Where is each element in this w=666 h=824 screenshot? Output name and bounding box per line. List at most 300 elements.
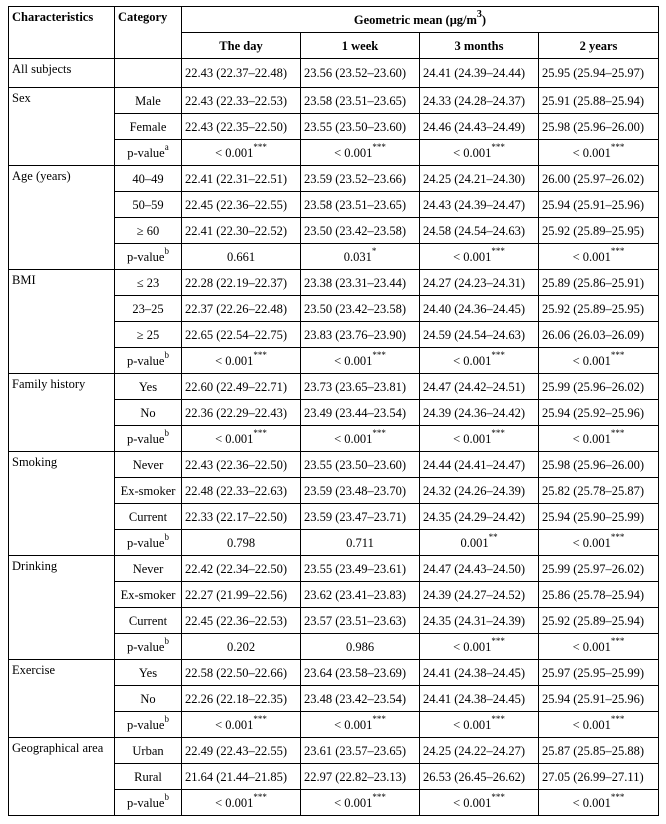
value-cell <box>420 738 539 764</box>
significance-mark: *** <box>610 246 625 257</box>
category-label: Yes <box>138 379 158 394</box>
value-text: 22.37 (22.26–22.48) <box>185 301 288 316</box>
value-text: 22.33 (22.17–22.50) <box>185 509 288 524</box>
category-cell <box>115 504 182 530</box>
p-value-cell <box>420 530 539 556</box>
p-value-text: < 0.001 <box>453 717 492 732</box>
value-cell <box>539 296 659 322</box>
p-value-text: 0.031 <box>343 249 372 264</box>
category-label: p-value <box>127 145 165 160</box>
value-cell <box>420 478 539 504</box>
geometric-mean-table <box>8 6 659 816</box>
category-label: 50–59 <box>132 197 164 212</box>
value-cell <box>182 660 301 686</box>
value-cell <box>301 59 420 88</box>
value-cell <box>301 452 420 478</box>
category-label: Rural <box>134 769 162 784</box>
significance-mark: *** <box>610 532 625 543</box>
value-cell <box>182 452 301 478</box>
category-label: ≥ 25 <box>136 327 160 342</box>
value-text: 22.43 (22.35–22.50) <box>185 119 288 134</box>
value-cell <box>539 374 659 400</box>
p-value-cell <box>182 348 301 374</box>
table-row <box>9 166 659 192</box>
value-text: 25.89 (25.86–25.91) <box>542 275 645 290</box>
value-cell <box>182 764 301 790</box>
value-cell <box>182 504 301 530</box>
value-cell <box>420 556 539 582</box>
value-cell <box>420 374 539 400</box>
p-value-cell <box>301 244 420 270</box>
value-text: 25.94 (25.91–25.96) <box>542 197 645 212</box>
significance-mark: *** <box>253 350 267 361</box>
significance-mark: *** <box>491 636 505 647</box>
p-value-cell <box>182 634 301 660</box>
header-category: Category <box>115 7 182 59</box>
value-text: 25.95 (25.94–25.97) <box>542 66 645 80</box>
value-text: 25.98 (25.96–26.00) <box>542 119 645 134</box>
header-gm-prefix: Geometric mean (μg/m <box>353 12 477 27</box>
value-text: 24.39 (24.27–24.52) <box>423 587 526 602</box>
category-label: No <box>140 691 156 706</box>
p-value-cell <box>539 244 659 270</box>
value-cell <box>539 166 659 192</box>
p-value-text: < 0.001 <box>215 353 254 368</box>
category-cell <box>115 738 182 764</box>
value-cell <box>539 322 659 348</box>
p-value-cell <box>420 634 539 660</box>
value-cell <box>301 270 420 296</box>
p-value-text: < 0.001 <box>334 431 373 446</box>
header-period: The day <box>182 33 301 59</box>
value-text: 24.41 (24.38–24.45) <box>423 665 526 680</box>
value-text: 24.32 (24.26–24.39) <box>423 483 526 498</box>
p-value-cell <box>301 348 420 374</box>
value-text: 25.82 (25.78–25.87) <box>542 483 645 498</box>
characteristic-cell: All subjects <box>9 59 115 88</box>
value-text: 25.92 (25.89–25.94) <box>542 613 645 628</box>
category-label: Male <box>135 93 161 108</box>
category-cell <box>115 140 182 166</box>
value-text: 23.61 (23.57–23.65) <box>304 743 407 758</box>
p-value-text: < 0.001 <box>572 249 611 264</box>
p-value-cell <box>539 712 659 738</box>
p-value-cell <box>301 530 420 556</box>
p-value-text: < 0.001 <box>572 353 611 368</box>
value-text: 26.06 (26.03–26.09) <box>542 327 645 342</box>
p-value-cell <box>182 426 301 452</box>
characteristic-cell: Family history <box>9 374 115 452</box>
value-text: 24.39 (24.36–24.42) <box>423 405 526 420</box>
table-body <box>9 59 659 816</box>
header-period: 1 week <box>301 33 420 59</box>
value-text: 26.53 (26.45–26.62) <box>423 769 526 784</box>
value-cell <box>539 270 659 296</box>
value-cell <box>182 556 301 582</box>
category-footnote-mark: b <box>164 714 169 725</box>
significance-mark: *** <box>610 636 625 647</box>
table-row <box>9 738 659 764</box>
significance-mark: *** <box>491 792 505 803</box>
value-cell <box>301 400 420 426</box>
significance-mark: *** <box>491 142 505 153</box>
characteristic-cell: Geographical area <box>9 738 115 816</box>
value-cell <box>420 322 539 348</box>
significance-mark: *** <box>610 792 625 803</box>
value-cell <box>301 88 420 114</box>
value-text: 22.36 (22.29–22.43) <box>185 405 288 420</box>
value-cell <box>539 218 659 244</box>
value-cell <box>301 608 420 634</box>
value-cell <box>539 608 659 634</box>
p-value-text: < 0.001 <box>572 145 611 160</box>
value-cell <box>182 686 301 712</box>
p-value-text: < 0.001 <box>453 249 492 264</box>
characteristic-cell: Drinking <box>9 556 115 660</box>
value-cell <box>420 218 539 244</box>
value-text: 22.43 (22.37–22.48) <box>185 66 288 80</box>
category-label: Current <box>128 613 168 628</box>
category-footnote-mark: b <box>164 246 169 257</box>
value-text: 24.44 (24.41–24.47) <box>423 457 526 472</box>
table-row <box>9 270 659 296</box>
significance-mark: *** <box>372 714 386 725</box>
value-text: 25.92 (25.89–25.95) <box>542 301 645 316</box>
value-cell <box>182 192 301 218</box>
p-value-text: < 0.001 <box>334 145 373 160</box>
category-cell <box>115 166 182 192</box>
value-text: 21.64 (21.44–21.85) <box>185 769 288 784</box>
value-cell <box>182 608 301 634</box>
table-row <box>9 374 659 400</box>
category-label: p-value <box>127 535 165 550</box>
p-value-text: < 0.001 <box>453 431 492 446</box>
value-text: 22.45 (22.36–22.53) <box>185 613 288 628</box>
value-cell <box>420 608 539 634</box>
value-text: 23.59 (23.47–23.71) <box>304 509 407 524</box>
value-cell <box>301 738 420 764</box>
category-footnote-mark: b <box>164 532 169 543</box>
value-text: 24.27 (24.23–24.31) <box>423 275 526 290</box>
characteristic-cell: Smoking <box>9 452 115 556</box>
header-period: 3 months <box>420 33 539 59</box>
category-cell <box>115 582 182 608</box>
p-value-cell <box>301 712 420 738</box>
value-cell <box>420 764 539 790</box>
category-footnote-mark: b <box>164 792 169 803</box>
value-text: 22.58 (22.50–22.66) <box>185 665 288 680</box>
value-text: 22.45 (22.36–22.55) <box>185 197 288 212</box>
value-text: 24.41 (24.38–24.45) <box>423 691 526 706</box>
category-cell <box>115 426 182 452</box>
category-cell <box>115 88 182 114</box>
value-cell <box>420 166 539 192</box>
value-cell <box>539 738 659 764</box>
value-cell <box>301 504 420 530</box>
value-text: 22.27 (21.99–22.56) <box>185 587 288 602</box>
value-cell <box>182 582 301 608</box>
category-cell <box>115 452 182 478</box>
value-cell <box>182 322 301 348</box>
value-text: 23.56 (23.52–23.60) <box>304 66 407 80</box>
p-value-cell <box>539 530 659 556</box>
category-cell <box>115 530 182 556</box>
value-cell <box>182 296 301 322</box>
p-value-text: 0.711 <box>346 535 374 550</box>
value-cell <box>420 192 539 218</box>
value-text: 25.99 (25.96–26.02) <box>542 379 645 394</box>
value-cell <box>301 478 420 504</box>
value-cell <box>301 166 420 192</box>
category-cell <box>115 400 182 426</box>
value-cell <box>182 114 301 140</box>
p-value-text: < 0.001 <box>572 717 611 732</box>
value-text: 22.60 (22.49–22.71) <box>185 379 288 394</box>
value-cell <box>182 400 301 426</box>
significance-mark: *** <box>372 350 386 361</box>
value-text: 24.25 (24.22–24.27) <box>423 743 526 758</box>
value-text: 22.43 (22.36–22.50) <box>185 457 288 472</box>
value-text: 23.58 (23.51–23.65) <box>304 93 407 108</box>
value-cell <box>539 660 659 686</box>
p-value-cell <box>182 790 301 816</box>
p-value-text: < 0.001 <box>334 717 373 732</box>
value-text: 24.40 (24.36–24.45) <box>423 301 526 316</box>
value-cell <box>539 400 659 426</box>
p-value-cell <box>420 244 539 270</box>
characteristic-cell: BMI <box>9 270 115 374</box>
value-cell <box>420 114 539 140</box>
header-row-1 <box>9 7 659 33</box>
value-text: 24.47 (24.43–24.50) <box>423 561 526 576</box>
value-cell <box>182 478 301 504</box>
p-value-cell <box>539 426 659 452</box>
category-label: Female <box>129 119 167 134</box>
value-text: 22.48 (22.33–22.63) <box>185 483 288 498</box>
significance-mark: *** <box>253 142 267 153</box>
p-value-cell <box>420 348 539 374</box>
value-text: 25.98 (25.96–26.00) <box>542 457 645 472</box>
value-text: 24.59 (24.54–24.63) <box>423 327 526 342</box>
p-value-text: < 0.001 <box>572 431 611 446</box>
value-cell <box>539 59 659 88</box>
value-text: 24.47 (24.42–24.51) <box>423 379 526 394</box>
category-label: Never <box>132 457 164 472</box>
value-cell <box>420 400 539 426</box>
category-label: Ex-smoker <box>120 587 176 602</box>
category-label: ≥ 60 <box>136 223 160 238</box>
value-text: 24.25 (24.21–24.30) <box>423 171 526 186</box>
category-label: Urban <box>132 743 164 758</box>
p-value-cell <box>420 426 539 452</box>
value-cell <box>301 686 420 712</box>
category-label: ≤ 23 <box>136 275 160 290</box>
significance-mark: *** <box>491 428 505 439</box>
value-text: 24.33 (24.28–24.37) <box>423 93 526 108</box>
value-text: 22.43 (22.33–22.53) <box>185 93 288 108</box>
p-value-cell <box>301 140 420 166</box>
value-text: 25.94 (25.91–25.96) <box>542 691 645 706</box>
value-text: 22.97 (22.82–23.13) <box>304 769 407 784</box>
category-label: p-value <box>127 795 165 810</box>
category-label: 23–25 <box>132 301 164 316</box>
category-label: Never <box>132 561 164 576</box>
value-cell <box>420 59 539 88</box>
header-geometric-mean <box>182 7 659 33</box>
value-text: 23.64 (23.58–23.69) <box>304 665 407 680</box>
value-cell <box>420 270 539 296</box>
value-cell <box>539 114 659 140</box>
p-value-cell <box>539 348 659 374</box>
significance-mark: ** <box>488 532 498 543</box>
table-row <box>9 556 659 582</box>
value-cell <box>539 504 659 530</box>
value-cell <box>420 296 539 322</box>
category-label: No <box>140 405 156 420</box>
value-text: 25.87 (25.85–25.88) <box>542 743 645 758</box>
category-cell <box>115 374 182 400</box>
value-text: 23.59 (23.48–23.70) <box>304 483 407 498</box>
p-value-cell <box>301 426 420 452</box>
category-cell <box>115 608 182 634</box>
p-value-cell <box>539 140 659 166</box>
p-value-text: 0.986 <box>345 639 375 654</box>
value-cell <box>539 478 659 504</box>
value-text: 23.55 (23.50–23.60) <box>304 119 407 134</box>
p-value-cell <box>301 790 420 816</box>
category-cell <box>115 114 182 140</box>
value-cell <box>420 686 539 712</box>
value-text: 27.05 (26.99–27.11) <box>542 769 644 784</box>
value-text: 23.49 (23.44–23.54) <box>304 405 407 420</box>
value-cell <box>420 452 539 478</box>
category-cell <box>115 712 182 738</box>
significance-mark: *** <box>372 792 386 803</box>
p-value-text: < 0.001 <box>215 717 254 732</box>
value-cell <box>539 686 659 712</box>
significance-mark: *** <box>491 246 505 257</box>
header-gm-sup: 3 <box>476 9 482 21</box>
value-cell <box>182 374 301 400</box>
value-text: 25.91 (25.88–25.94) <box>542 93 645 108</box>
p-value-text: 0.202 <box>226 639 256 654</box>
p-value-cell <box>420 712 539 738</box>
value-text: 22.65 (22.54–22.75) <box>185 327 288 342</box>
p-value-text: < 0.001 <box>215 431 254 446</box>
category-label: 40–49 <box>132 171 164 186</box>
header-gm-suffix: ) <box>481 12 487 27</box>
p-value-text: < 0.001 <box>215 145 254 160</box>
value-cell <box>301 114 420 140</box>
p-value-text: < 0.001 <box>453 145 492 160</box>
value-text: 24.35 (24.29–24.42) <box>423 509 526 524</box>
category-cell <box>115 556 182 582</box>
value-cell <box>182 218 301 244</box>
significance-mark: * <box>371 246 377 257</box>
p-value-text: < 0.001 <box>453 795 492 810</box>
value-text: 22.41 (22.31–22.51) <box>185 171 288 186</box>
p-value-text: 0.661 <box>226 249 256 264</box>
category-cell <box>115 192 182 218</box>
value-text: 26.00 (25.97–26.02) <box>542 171 645 186</box>
category-label: p-value <box>127 249 165 264</box>
category-label: p-value <box>127 639 165 654</box>
value-text: 22.49 (22.43–22.55) <box>185 743 288 758</box>
category-cell <box>115 270 182 296</box>
value-text: 24.43 (24.39–24.47) <box>423 197 526 212</box>
category-footnote-mark: b <box>164 350 169 361</box>
value-text: 25.97 (25.95–25.99) <box>542 665 645 680</box>
p-value-cell <box>420 140 539 166</box>
category-footnote-mark: a <box>164 142 169 153</box>
value-text: 25.86 (25.78–25.94) <box>542 587 645 602</box>
category-label: Yes <box>138 665 158 680</box>
value-cell <box>420 660 539 686</box>
value-cell <box>420 88 539 114</box>
p-value-cell <box>182 530 301 556</box>
value-cell <box>539 556 659 582</box>
value-cell <box>182 59 301 88</box>
significance-mark: *** <box>372 428 386 439</box>
category-cell <box>115 686 182 712</box>
value-cell <box>301 660 420 686</box>
category-cell <box>115 764 182 790</box>
significance-mark: *** <box>610 350 625 361</box>
category-label: p-value <box>127 353 165 368</box>
value-text: 23.55 (23.49–23.61) <box>304 561 407 576</box>
significance-mark: *** <box>253 792 267 803</box>
value-text: 23.50 (23.42–23.58) <box>304 301 407 316</box>
category-cell <box>115 244 182 270</box>
p-value-text: < 0.001 <box>572 639 611 654</box>
value-cell <box>301 764 420 790</box>
value-text: 25.92 (25.89–25.95) <box>542 223 645 238</box>
category-footnote-mark: b <box>164 636 169 647</box>
category-cell <box>115 322 182 348</box>
significance-mark: *** <box>253 428 267 439</box>
p-value-text: < 0.001 <box>453 353 492 368</box>
significance-mark: *** <box>491 350 505 361</box>
table-row <box>9 88 659 114</box>
p-value-cell <box>301 634 420 660</box>
p-value-text: < 0.001 <box>334 795 373 810</box>
category-cell <box>115 296 182 322</box>
value-text: 25.94 (25.92–25.96) <box>542 405 645 420</box>
value-cell <box>301 192 420 218</box>
value-text: 23.73 (23.65–23.81) <box>304 379 407 394</box>
p-value-text: < 0.001 <box>572 535 611 550</box>
characteristic-cell: Exercise <box>9 660 115 738</box>
value-cell <box>301 322 420 348</box>
p-value-cell <box>182 712 301 738</box>
value-text: 25.99 (25.97–26.02) <box>542 561 645 576</box>
value-cell <box>182 270 301 296</box>
p-value-cell <box>182 244 301 270</box>
value-text: 23.58 (23.51–23.65) <box>304 197 407 212</box>
value-text: 24.41 (24.39–24.44) <box>423 66 526 80</box>
significance-mark: *** <box>372 142 386 153</box>
value-cell <box>420 504 539 530</box>
value-cell <box>301 296 420 322</box>
p-value-cell <box>420 790 539 816</box>
table-row <box>9 660 659 686</box>
value-cell <box>539 764 659 790</box>
value-cell <box>539 88 659 114</box>
value-cell <box>539 582 659 608</box>
characteristic-cell: Age (years) <box>9 166 115 270</box>
category-cell <box>115 634 182 660</box>
value-text: 22.42 (22.34–22.50) <box>185 561 288 576</box>
